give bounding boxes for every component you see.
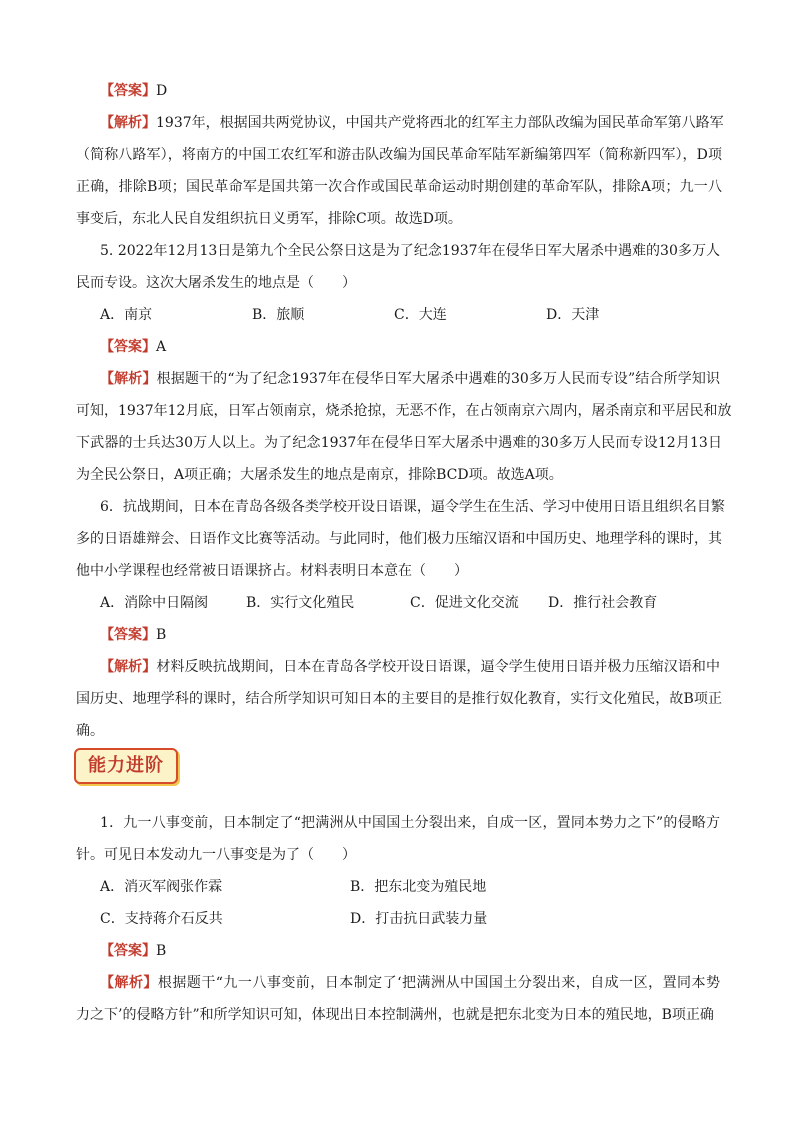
s1-analysis-line-1: 【解析】根据题干“九一八事变前，日本制定了‘把满洲从中国国土分裂出来，自成一区，置同本势 — [100, 975, 721, 991]
s1-option-d: D．打击抗日武装力量 — [350, 911, 488, 927]
q5-analysis-line-1: 【解析】根据题干的“为了纪念1937年在侵华日军大屠杀中遇难的30多万人民而专设”结合所学知识 — [100, 371, 720, 387]
q5-analysis-line-2: 可知，1937年12月底，日军占领南京，烧杀抢掠，无恶不作，在占领南京六周内，屠杀南京和平居民和放 — [76, 403, 732, 419]
q6-option-b: B．实行文化殖民 — [246, 595, 355, 611]
section-title: 能力进阶 — [74, 748, 178, 784]
analysis-tag: 【解析】 — [100, 115, 156, 131]
q5-stem-line-2: 民而专设。这次大屠杀发生的地点是（ ） — [76, 275, 356, 291]
analysis-tag: 【解析】 — [100, 371, 157, 387]
q6-analysis-line-1: 【解析】材料反映抗战期间，日本在青岛各学校开设日语课，逼令学生使用日语并极力压缩汉语和中 — [100, 659, 721, 675]
s1-option-c: C．支持蒋介石反共 — [100, 911, 223, 927]
q6-stem-line-2: 多的日语雄辩会、日语作文比赛等活动。与此同时，他们极力压缩汉语和中国历史、地理学科的课时，其 — [76, 531, 722, 547]
q5-analysis-line-4: 为全民公祭日，A项正确；大屠杀发生的地点是南京，排除BCD项。故选A项。 — [76, 467, 563, 483]
q4-answer — [100, 81, 167, 101]
q4-analysis-line-3: 正确，排除B项；国民革命军是国共第一次合作或国民革命运动时期创建的革命军队，排除A项；九一八 — [76, 179, 722, 195]
q6-stem-line-1: 6．抗战期间，日本在青岛各级各类学校开设日语课，逼令学生在生活、学习中使用日语且组织名目繁 — [100, 499, 725, 515]
q6-stem-line-3: 他中小学课程也经常被日语课挤占。材料表明日本意在（ ） — [76, 563, 468, 579]
s1-answer — [100, 941, 166, 961]
q6-analysis-line-3: 确。 — [76, 723, 104, 739]
q4-analysis-line-2: （简称八路军），将南方的中国工农红军和游击队改编为国民革命军陆军新编第四军（简称新四军），D项 — [76, 147, 722, 163]
q5-answer — [100, 337, 166, 357]
answer-value: B — [156, 627, 167, 643]
q4-analysis-line-1: 【解析】1937年，根据国共两党协议，中国共产党将西北的红军主力部队改编为国民革命军第八路军 — [100, 115, 724, 131]
answer-tag: 【答案】 — [100, 83, 156, 99]
q5-option-c: C．大连 — [394, 307, 447, 323]
answer-value: B — [156, 943, 167, 959]
analysis-tag: 【解析】 — [100, 659, 157, 675]
s1-analysis-line-2: 力之下’的侵略方针”和所学知识可知，体现出日本控制满州，也就是把东北变为日本的殖民地，B项正确 — [76, 1007, 714, 1023]
q5-stem-line-1: 5. 2022年12月13日是第九个全民公祭日这是为了纪念1937年在侵华日军大屠杀中遇难的30多万人 — [100, 243, 720, 259]
section-header — [74, 748, 178, 784]
answer-tag: 【答案】 — [100, 943, 156, 959]
q5-option-d: D．天津 — [546, 307, 600, 323]
q5-analysis-line-3: 下武器的士兵达30万人以上。为了纪念1937年在侵华日军大屠杀中遇难的30多万人民而专设12月13日 — [76, 435, 722, 451]
q6-option-c: C．促进文化交流 — [410, 595, 519, 611]
answer-tag: 【答案】 — [100, 339, 156, 355]
answer-value: A — [156, 339, 167, 355]
s1-stem-line-2: 针。可见日本发动九一八事变是为了（ ） — [76, 847, 356, 863]
q6-analysis-line-2: 国历史、地理学科的课时，结合所学知识可知日本的主要目的是推行奴化教育，实行文化殖民，故B项正 — [76, 691, 722, 707]
q5-option-a: A．南京 — [100, 307, 153, 323]
q6-option-d: D．推行社会教育 — [548, 595, 658, 611]
s1-stem-line-1: 1．九一八事变前，日本制定了“把满洲从中国国土分裂出来，自成一区，置同本势力之下”的侵略方 — [100, 815, 720, 831]
answer-value: D — [156, 83, 168, 99]
q6-option-a: A．消除中日隔阂 — [100, 595, 209, 611]
q4-analysis-line-4: 事变后，东北人民自发组织抗日义勇军，排除C项。故选D项。 — [76, 211, 462, 227]
q5-option-b: B．旅顺 — [252, 307, 305, 323]
answer-tag: 【答案】 — [100, 627, 156, 643]
s1-option-b: B．把东北变为殖民地 — [350, 879, 487, 895]
analysis-tag: 【解析】 — [100, 975, 158, 991]
q6-answer — [100, 625, 166, 645]
s1-option-a: A．消灭军阀张作霖 — [100, 879, 223, 895]
